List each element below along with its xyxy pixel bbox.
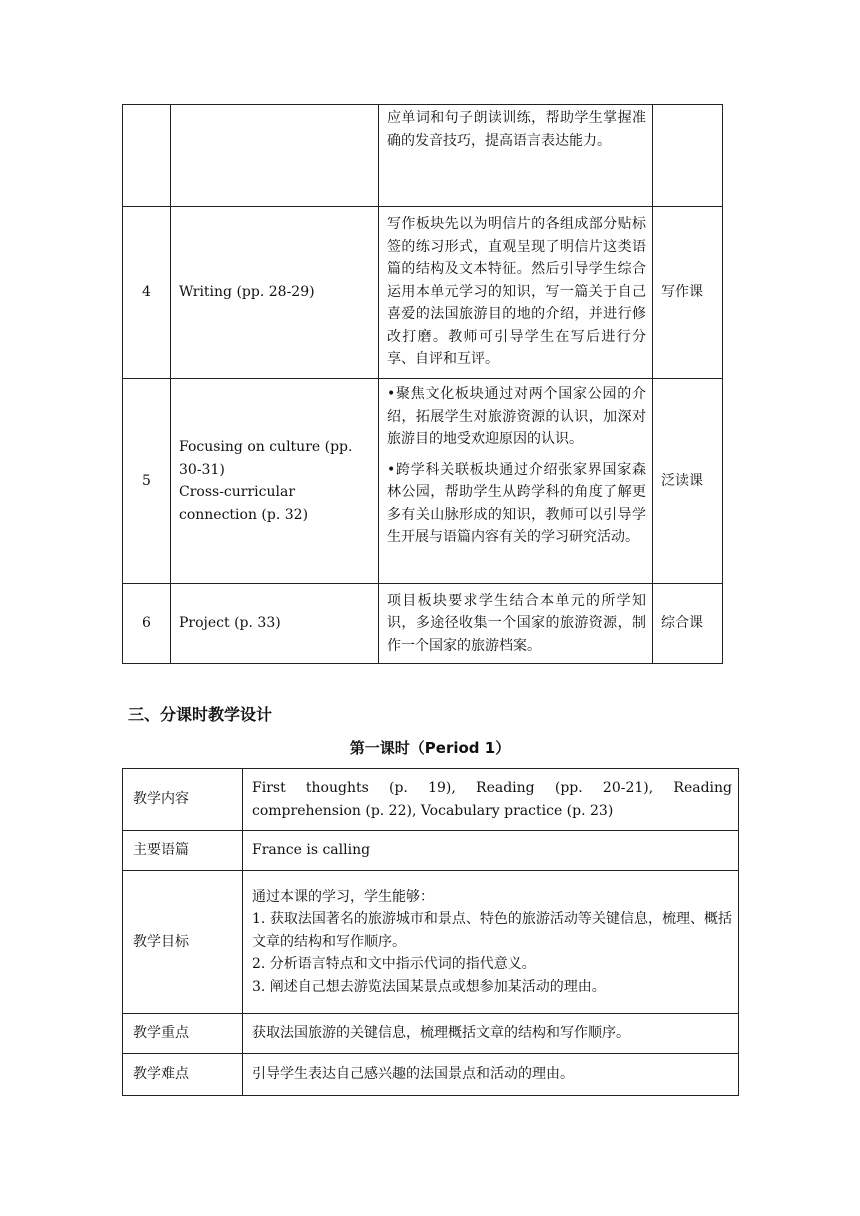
row-content: Writing (pp. 28-29)	[171, 207, 379, 379]
description-bullet: •聚焦文化板块通过对两个国家公园的介绍，拓展学生对旅游资源的认识，加深对旅游目的地受欢迎原因的认识。	[387, 386, 646, 447]
row-content	[171, 379, 379, 584]
row-number: 6	[123, 584, 171, 664]
row-label: 教学目标	[123, 871, 243, 1014]
table-row	[123, 105, 723, 207]
content-line: Cross-curricular connection (p. 32)	[179, 484, 309, 523]
table-row	[123, 1014, 739, 1054]
row-label: 主要语篇	[123, 831, 243, 871]
row-value: France is calling	[243, 831, 739, 871]
row-content	[171, 105, 379, 207]
objective-line: 通过本课的学习，学生能够：	[252, 888, 434, 905]
period-title: 第一课时（Period 1）	[349, 739, 511, 757]
row-value: 获取法国旅游的关键信息，梳理概括文章的结构和写作顺序。	[243, 1014, 739, 1054]
row-label: 教学重点	[123, 1014, 243, 1054]
description-text: 写作板块先以为明信片的各组成部分贴标签的练习形式，直观呈现了明信片这类语篇的结构及文本特征。然后引导学生综合运用本单元学习的知识，写一篇关于自己喜爱的法国旅游目的地的介绍，并进行修改打磨。教师可引导学生在写后进行分享、自评和互评。	[387, 216, 646, 367]
description-text: 项目板块要求学生结合本单元的所学知识，多途径收集一个国家的旅游资源，制作一个国家的旅游档案。	[387, 592, 646, 654]
row-description	[379, 584, 653, 664]
row-value: 引导学生表达自己感兴趣的法国景点和活动的理由。	[243, 1054, 739, 1096]
row-description	[379, 105, 653, 207]
description-bullet: •跨学科关联板块通过介绍张家界国家森林公园，帮助学生从跨学科的角度了解更多有关山脉形成的知识，教师可以引导学生开展与语篇内容有关的学习研究活动。	[387, 461, 646, 545]
row-type: 写作课	[653, 207, 723, 379]
row-value	[243, 871, 739, 1014]
table-row	[123, 871, 739, 1014]
row-type	[653, 105, 723, 207]
row-label: 教学内容	[123, 769, 243, 831]
description-text: 应单词和句子朗读训练，帮助学生掌握准确的发音技巧，提高语言表达能力。	[387, 110, 646, 149]
row-type: 综合课	[653, 584, 723, 664]
table-row	[123, 769, 739, 831]
row-label: 教学难点	[123, 1054, 243, 1096]
period-table	[122, 768, 739, 1096]
row-description	[379, 207, 653, 379]
section-heading: 三、分课时教学设计	[128, 705, 273, 724]
overview-table	[122, 104, 723, 664]
objective-line: 1. 获取法国著名的旅游城市和景点、特色的旅游活动等关键信息，梳理、概括文章的结构和写作顺序。	[252, 911, 732, 950]
table-row	[123, 584, 723, 664]
row-number: 5	[123, 379, 171, 584]
objective-line: 3. 阐述自己想去游览法国某景点或想参加某活动的理由。	[252, 978, 606, 995]
objective-line: 2. 分析语言特点和文中指示代词的指代意义。	[252, 956, 536, 973]
row-type: 泛读课	[653, 379, 723, 584]
table-row	[123, 207, 723, 379]
row-description	[379, 379, 653, 584]
row-number	[123, 105, 171, 207]
row-number: 4	[123, 207, 171, 379]
row-content: Project (p. 33)	[171, 584, 379, 664]
content-line: Focusing on culture (pp. 30-31)	[179, 439, 353, 478]
table-row	[123, 379, 723, 584]
table-row	[123, 1054, 739, 1096]
table-row	[123, 831, 739, 871]
row-value: First thoughts (p. 19), Reading (pp. 20-21), Reading comprehension (p. 22), Vocabulary practice (p. 23)	[243, 769, 739, 831]
